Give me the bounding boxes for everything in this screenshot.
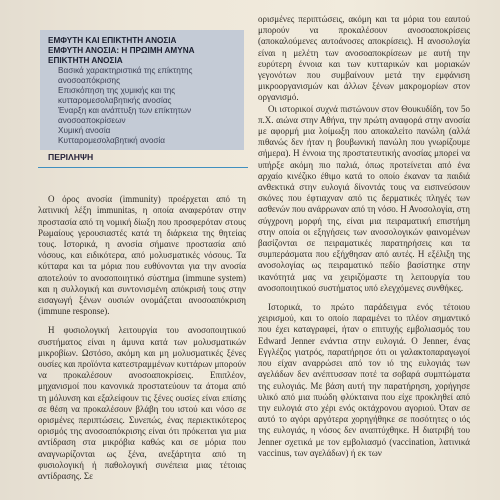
left-column [38,30,246,482]
history-paragraph: Οι ιστορικοί συχνά πιστώνουν στον Θουκυδίδη, τον 5ο π.Χ. αιώνα στην Αθήνα, την πρώτη αναφορά στην ανοσία με αφορμή μια λοίμωξη που αποκαλείτο πανώλη (αλλά πιθανώς δεν ήταν η βουβωνική πανώλη που γνωρίζουμε σήμερα). Η έννοια της προστατευτικής ανοσίας μπορεί να υπήρξε ακόμη πιο παλιά, όπως προτείνεται από ένα αρχαίο κινέζικο έθιμο κατά το οποίο έκαναν τα παιδιά ανθεκτικά στην ευλογιά δίνοντάς τους να εισπνεύσουν σκόνες που έφτιαχναν από τις δερματικές πληγές των ασθενών που ανάρρωναν από τη νόσο. Η Ανοσολογία, στη σύγχρονη μορφή της, είναι μια πειραματική επιστήμη στην οποία οι εξηγήσεις των ανοσολογικών φαινομένων βασίζονται σε πειραματικές παρατηρήσεις και τα συμπεράσματα που εξήχθησαν από αυτές. Η εξέλιξη της ανοσολογίας ως πειραματικό πεδίο βασίστηκε στην ικανότητά μας να χειριζόμαστε τη λειτουργία του ανοσοποιητικού συστήματος υπό ελεγχόμενες συνθήκες. [258,103,470,293]
chapter-contents-box [40,30,244,150]
section-divider [38,167,248,168]
right-column [258,14,470,459]
jenner-paragraph: Ιστορικά, το πρώτο παράδειγμα ενός τέτοιου χειρισμού, και το οποίο παραμένει το πλέον σημαντικό που έχει καταγραφεί, ήταν ο επιτυχής εμβολιασμός του Edward Jenner ενάντια στην ευλογιά. Ο Jenner, ένας Εγγλέζος γιατρός, παρατήρησε ότι οι γαλακτοπαραγωγοί που είχαν αναρρώσει από τον ιό της ευλογιάς των αγελάδων δεν ανέπτυσσαν ποτέ τα σοβαρά συμπτώματα της ευλογιάς. Με βάση αυτή την παρατήρηση, χορήγησε υλικό από μια πυώδη φλύκταινα που είχε προκληθεί από την ευλογιά στο χέρι ενός οκτάχρονου αγοριού. Όταν σε αυτό το αγόρι αργότερα χορηγήθηκε σε ποσότητες ο ιός της ευλογιάς, η νόσος δεν αναπτύχθηκε. Η διατριβή του Jenner σχετικά με τον εμβολιασμό (vaccination, λατινικά vaccinus, των αγελάδων) ή εκ των [258,302,470,458]
toc-item: Χυμική ανοσία [58,126,111,135]
toc-summary: ΠΕΡΙΛΗΨΗ [48,152,94,162]
toc-item: Έναρξη και ανάπτυξη των επίκτητων ανοσοαποκρίσεων [58,106,192,125]
intro-paragraph: Ο όρος ανοσία (immunity) προέρχεται από τη λατινική λέξη immunitas, η οποία αναφερόταν στην προστασία από τη νομική δίωξη που προσφερόταν στους Ρωμαίους γερουσιαστές κατά τη διάρκεια της θητείας τους. Ιστορικά, η ανοσία σήμαινε προστασία από νόσους, και ειδικότερα, από μολυσματικές νόσους. Τα κύτταρα και τα μόρια που ευθύνονται για την ανοσία αποτελούν το ανοσοποιητικό σύστημα (immune system) και η συλλογική και συντονισμένη απόκρισή τους στην εισαγωγή ξένων ουσιών ονομάζεται ανοσοαπόκριση (immune response). [38,194,246,317]
toc-item: Κυτταρομεσολαβητική ανοσία [58,136,165,145]
function-paragraph: Η φυσιολογική λειτουργία του ανοσοποιητικού συστήματος είναι η άμυνα κατά των μολυσματικών μικροβίων. Ωστόσο, ακόμη και μη μολυσματικές ξένες ουσίες και προϊόντα κατεστραμμένων κυττάρων μπορούν να προκαλέσουν ανοσοαποκρίσεις. Επιπλέον, μηχανισμοί που κανονικά προστατεύουν τα άτομα από τη μόλυνση και εξαλείφουν τις ξένες ουσίες είναι επίσης σε θέση να προκαλέσουν βλάβη του ιστού και νόσο σε ορισμένες περιπτώσεις. Συνεπώς, ένας περιεκτικότερος ορισμός της ανοσοαπόκρισης είναι ότι πρόκειται για μια αντίδραση στα μικρόβια καθώς και σε μόρια που αναγνωρίζονται ως ξένα, ανεξάρτητα από τη φυσιολογική ή παθολογική συνέπεια μιας τέτοιας αντίδρασης. Σε [38,325,246,482]
toc-heading-adaptive: ΕΠΙΚΤΗΤΗ ΑΝΟΣΙΑ [48,56,123,65]
continued-paragraph: ορισμένες περιπτώσεις, ακόμη και τα μόρια του εαυτού μπορούν να προκαλέσουν ανοσοαποκρίσεις (αποκαλούμενες αυτοάνοσες αποκρίσεις). Η ανοσολογία είναι η μελέτη των ανοσοαποκρίσεων με αυτή την ευρύτερη έννοια και των κυτταρικών και μοριακών γεγονότων που συμβαίνουν μετά την εμφάνιση μικροοργανισμών και άλλων ξένων μακρομορίων στον οργανισμό. [258,14,470,103]
toc-heading-innate-adaptive: ΕΜΦΥΤΗ ΚΑΙ ΕΠΙΚΤΗΤΗ ΑΝΟΣΙΑ [48,36,177,45]
toc-heading-innate: ΕΜΦΥΤΗ ΑΝΟΣΙΑ: Η ΠΡΩΙΜΗ ΑΜΥΝΑ [48,46,195,55]
toc-item: Επισκόπηση της χυμικής και της κυτταρομεσολαβητικής ανοσίας [58,86,176,105]
toc-item: Βασικά χαρακτηριστικά της επίκτητης ανοσοαπόκρισης [58,66,193,85]
